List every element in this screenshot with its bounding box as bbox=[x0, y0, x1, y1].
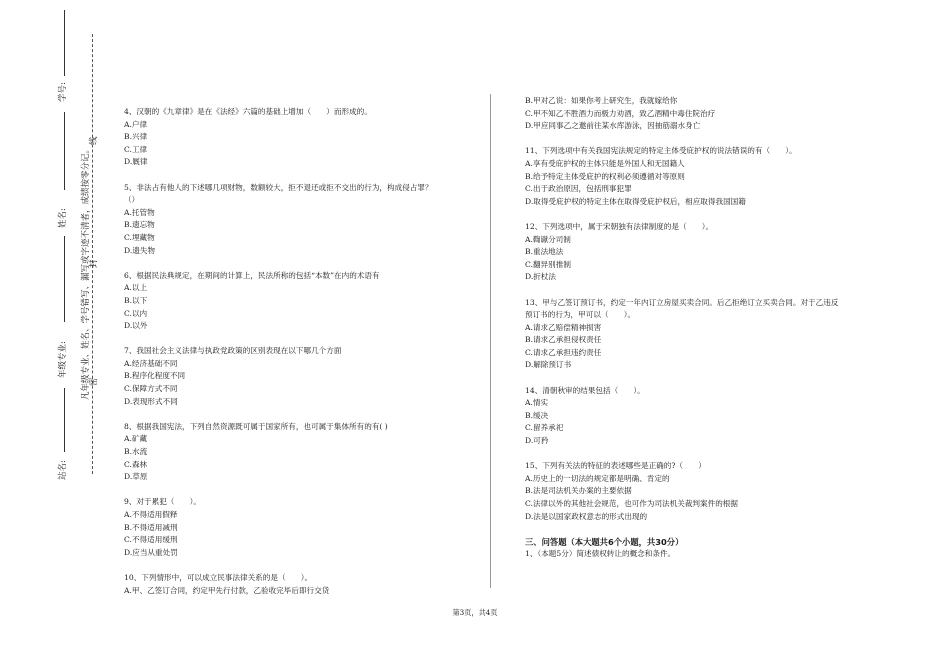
question-stem: 15、下列有关法的特征的表述哪些是正确的?（ ） bbox=[525, 461, 706, 471]
xuehao-fill-line bbox=[64, 10, 65, 76]
question-9 bbox=[124, 496, 476, 559]
niandu-fill-line bbox=[64, 236, 65, 322]
xingming-fill-line bbox=[64, 112, 65, 190]
option-a: A.以上 bbox=[124, 283, 148, 293]
option-a: A.情实 bbox=[525, 398, 549, 408]
option-b: B.以下 bbox=[124, 295, 148, 305]
option-c: C.甲不知乙不胜酒力而极力劝酒，致乙酒精中毒住院治疗 bbox=[525, 108, 716, 118]
question-4 bbox=[124, 106, 476, 169]
question-stem-cont: 预订书的行为，甲可以（ ）。 bbox=[525, 310, 636, 320]
option-d: D.应当从重处罚 bbox=[124, 547, 178, 557]
option-a: A.经济基础不同 bbox=[124, 358, 178, 368]
question-6 bbox=[124, 270, 476, 333]
option-a: A.请求乙赔偿精神损害 bbox=[525, 322, 602, 332]
left-column bbox=[124, 106, 476, 597]
option-c: C.留养承祀 bbox=[525, 423, 564, 433]
page-footer: 第3页，共4页 bbox=[452, 608, 498, 617]
question-14 bbox=[525, 385, 885, 448]
question-stem: 14、清朝秋审的结果包括（ ）。 bbox=[525, 385, 645, 395]
option-c: C.请求乙承担违约责任 bbox=[525, 347, 602, 357]
option-a: A.鞫谳分司制 bbox=[525, 234, 571, 244]
option-b: B.程序化程度不同 bbox=[124, 371, 186, 381]
option-b: B.给予特定主体受庇护的权利必须遵循对等原则 bbox=[525, 171, 685, 181]
question-stem: 9、对于累犯（ ）。 bbox=[124, 497, 201, 507]
question-stem: 5、非法占有他人的下述哪几项财物，数额较大，拒不退还或拒不交出的行为，构成侵占罪？ bbox=[124, 182, 433, 192]
option-a: A.户律 bbox=[124, 119, 148, 129]
option-c: C.工律 bbox=[124, 144, 148, 154]
question-stem: 4、汉朝的《九章律》是在《法经》六篇的基础上增加（ ）而形成的。 bbox=[124, 107, 372, 116]
option-d: D.遗失物 bbox=[124, 245, 156, 255]
option-d: D.表现形式不同 bbox=[124, 396, 178, 406]
option-a: A.甲、乙签订合同，约定甲先行付款，乙验收完毕后即行交货 bbox=[124, 585, 330, 595]
label-niandu: 年级专业: bbox=[58, 341, 68, 378]
option-d: D.可矜 bbox=[525, 436, 549, 446]
question-stem: 8、根据我国宪法，下列自然资源既可属于国家所有，也可属于集体所有的有( ) bbox=[124, 421, 388, 431]
section-3-title: 三、问答题（本大题共6个小题，共30分） bbox=[525, 536, 684, 547]
question-stem-cont: （） bbox=[124, 195, 140, 205]
zhanming-fill-line bbox=[64, 388, 65, 452]
option-a: A.历史上的一切法的规定都是明确、肯定的 bbox=[525, 473, 670, 483]
short-answer-question-1: 1、（本题5分）简述债权转让的概念和条件。 bbox=[525, 549, 676, 559]
seal-mark-xian: 线 bbox=[89, 136, 99, 145]
label-xuehao: 学号: bbox=[58, 82, 68, 102]
label-xingming: 姓名: bbox=[58, 208, 68, 228]
option-c: C.保障方式不同 bbox=[124, 384, 178, 394]
question-10 bbox=[124, 572, 476, 597]
question-5 bbox=[124, 182, 476, 258]
option-b: B.水流 bbox=[124, 447, 148, 457]
question-stem: 6、根据民法典规定，在期间的计算上，民法所称的包括“本数”在内的术语有 bbox=[124, 270, 380, 280]
option-b: B.法是司法机关办案的主要依据 bbox=[525, 486, 632, 496]
question-stem: 7、我国社会主义法律与执政党政策的区别表现在以下哪几个方面 bbox=[124, 346, 342, 356]
question-11 bbox=[525, 145, 885, 208]
question-12 bbox=[525, 221, 885, 284]
option-a: A.享有受庇护权的主体只能是外国人和无国籍人 bbox=[525, 158, 685, 168]
option-d: D.折杖法 bbox=[525, 272, 557, 282]
binding-notice: 凡年级专业、姓名、学号错写、漏写或字迹不清者，成绩按零分记。 bbox=[81, 144, 91, 400]
right-column bbox=[525, 95, 885, 561]
column-divider bbox=[490, 94, 491, 588]
option-b: B.不得适用减刑 bbox=[124, 522, 178, 532]
question-15 bbox=[525, 460, 885, 523]
seal-mark-feng: 封 bbox=[89, 259, 99, 268]
option-d: D.法是以国家政权意志的形式出现的 bbox=[525, 511, 648, 521]
seal-dashed-line bbox=[92, 34, 93, 474]
option-b: B.遗忘物 bbox=[124, 220, 155, 230]
question-stem: 12、下列选项中，属于宋朝独有法律制度的是（ ）。 bbox=[525, 221, 714, 231]
option-c: C.以内 bbox=[124, 308, 148, 318]
binding-margin bbox=[0, 0, 120, 672]
question-13 bbox=[525, 297, 885, 373]
option-b: B.兴律 bbox=[124, 132, 148, 142]
question-10-cont bbox=[525, 95, 885, 133]
option-b: B.缓决 bbox=[525, 410, 549, 420]
option-c: C.法律以外的其他社会规范，也可作为司法机关裁判案件的根据 bbox=[525, 499, 738, 508]
option-c: C.出于政治原因，包括刑事犯罪 bbox=[525, 184, 632, 194]
option-a: A.托管物 bbox=[124, 207, 155, 217]
option-c: C.翻异别推制 bbox=[525, 259, 571, 269]
option-d: D.厩律 bbox=[124, 157, 148, 167]
option-d: D.甲应同事乙之邀前往某水库游泳，因抽筋溺水身亡 bbox=[525, 121, 701, 131]
label-zhanming: 站名: bbox=[58, 460, 68, 480]
option-b: B.请求乙承担侵权责任 bbox=[525, 335, 602, 345]
option-b: B.重法地法 bbox=[525, 247, 564, 257]
option-d: D.草原 bbox=[124, 472, 148, 482]
option-b: B.甲对乙说：如果你考上研究生，我就嫁给你 bbox=[525, 96, 678, 105]
question-7 bbox=[124, 345, 476, 408]
option-c: C.森林 bbox=[124, 459, 148, 469]
option-c: C.埋藏物 bbox=[124, 232, 155, 242]
question-stem: 13、甲与乙签订预订书，约定一年内订立房屋买卖合同。后乙拒绝订立买卖合同。对于乙违反 bbox=[525, 297, 839, 307]
option-d: D.解除预订书 bbox=[525, 360, 572, 370]
question-8 bbox=[124, 421, 476, 484]
option-d: D.以外 bbox=[124, 321, 148, 331]
question-stem: 10、下列情形中，可以成立民事法律关系的是（ ）。 bbox=[124, 572, 313, 582]
option-c: C.不得适用缓刑 bbox=[124, 535, 178, 545]
option-a: A.矿藏 bbox=[124, 434, 148, 444]
seal-mark-mi: 密 bbox=[89, 377, 99, 386]
question-stem: 11、下列选项中有关我国宪法规定的特定主体受庇护权的说法错误的有（ ）。 bbox=[525, 146, 797, 156]
option-d: D.取得受庇护权的特定主体在取得受庇护权后，相应取得我国国籍 bbox=[525, 196, 746, 206]
option-a: A.不得适用假释 bbox=[124, 510, 178, 519]
